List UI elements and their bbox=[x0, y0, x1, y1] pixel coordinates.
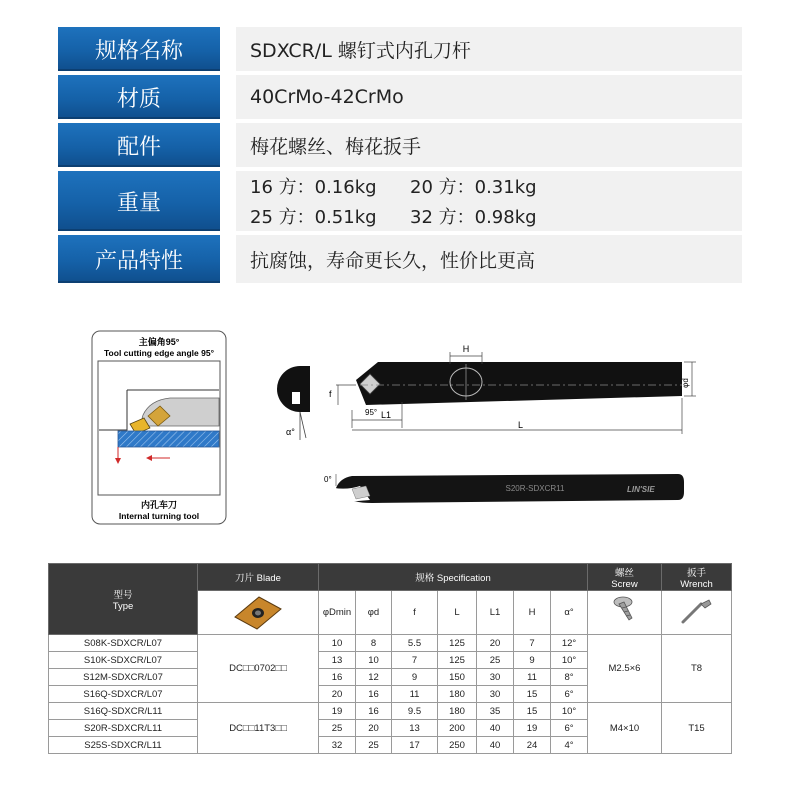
weight-25: 25 方：0.51kg bbox=[250, 207, 377, 228]
screw-header bbox=[588, 564, 662, 591]
spec-header: 规格 Specification bbox=[319, 564, 588, 591]
type-header bbox=[49, 564, 198, 635]
value-cell: 16 bbox=[356, 703, 392, 720]
value-cell: 13 bbox=[319, 652, 356, 669]
screw-icon bbox=[610, 594, 640, 628]
wrench-icon bbox=[679, 594, 715, 628]
value-cell: 25 bbox=[477, 652, 514, 669]
value-cell: 125 bbox=[438, 635, 477, 652]
angle-zero-label: 0° bbox=[324, 475, 332, 484]
model-cell: S08K-SDXCR/L07 bbox=[49, 635, 198, 652]
screw-image-cell bbox=[588, 591, 662, 635]
angle-label-en: Tool cutting edge angle 95° bbox=[104, 348, 214, 358]
value-cell: 8 bbox=[356, 635, 392, 652]
value-cell: 35 bbox=[477, 703, 514, 720]
turning-label-cn: 内孔车刀 bbox=[140, 500, 178, 510]
end-view-insert bbox=[292, 392, 300, 404]
value-cell: 30 bbox=[477, 686, 514, 703]
value-cell: 150 bbox=[438, 669, 477, 686]
value-cell: 30 bbox=[477, 669, 514, 686]
spec-value: 40CrMo-42CrMo bbox=[236, 75, 742, 119]
screw-header-cn: 螺丝 bbox=[614, 567, 634, 579]
blade-cell: DC□□0702□□ bbox=[198, 635, 319, 703]
value-cell: 9 bbox=[392, 669, 438, 686]
col-dmin: φDmin bbox=[319, 591, 356, 635]
blade-header: 刀片 Blade bbox=[198, 564, 319, 591]
value-cell: 4° bbox=[551, 737, 588, 754]
spec-row-features bbox=[58, 235, 742, 283]
col-d: φd bbox=[356, 591, 392, 635]
blade-image-cell bbox=[198, 591, 319, 635]
weight-16: 16 方：0.16kg bbox=[250, 177, 377, 198]
value-cell: 15 bbox=[514, 703, 551, 720]
value-cell: 6° bbox=[551, 686, 588, 703]
value-cell: 13 bbox=[392, 720, 438, 737]
value-cell: 12 bbox=[356, 669, 392, 686]
model-cell: S10K-SDXCR/L07 bbox=[49, 652, 198, 669]
spec-label: 重量 bbox=[58, 171, 220, 231]
alpha-line bbox=[300, 412, 306, 438]
tool-bar bbox=[356, 362, 682, 405]
weight-20: 20 方：0.31kg bbox=[410, 177, 537, 198]
screw-cell: M2.5×6 bbox=[588, 635, 662, 703]
end-view-flat bbox=[300, 366, 310, 412]
value-cell: 180 bbox=[438, 703, 477, 720]
value-cell: 10 bbox=[319, 635, 356, 652]
value-cell: 20 bbox=[477, 635, 514, 652]
end-view bbox=[277, 366, 300, 412]
value-cell: 6° bbox=[551, 720, 588, 737]
table-header-row bbox=[49, 564, 732, 591]
col-alpha: α° bbox=[551, 591, 588, 635]
bar-marking: S20R-SDXCR11 bbox=[505, 484, 565, 493]
wrench-header bbox=[662, 564, 732, 591]
angle-95-label: 95° bbox=[365, 408, 378, 417]
value-cell: 11 bbox=[514, 669, 551, 686]
workpiece-hatch bbox=[118, 431, 219, 447]
value-cell: 16 bbox=[356, 686, 392, 703]
angle-panel bbox=[92, 331, 226, 524]
value-cell: 12° bbox=[551, 635, 588, 652]
value-cell: 24 bbox=[514, 737, 551, 754]
spec-row-accessories bbox=[58, 123, 742, 167]
turning-label-en: Internal turning tool bbox=[118, 511, 200, 521]
value-cell: 200 bbox=[438, 720, 477, 737]
technical-drawing bbox=[277, 344, 696, 503]
spec-value bbox=[236, 171, 742, 231]
model-cell: S20R-SDXCR/L11 bbox=[49, 720, 198, 737]
value-cell: 20 bbox=[356, 720, 392, 737]
spec-row-material bbox=[58, 75, 742, 119]
type-header-en: Type bbox=[112, 600, 134, 612]
value-cell: 19 bbox=[319, 703, 356, 720]
dim-d-label: φd bbox=[681, 378, 690, 388]
dim-f-label: f bbox=[329, 389, 332, 399]
table-row bbox=[49, 703, 732, 720]
blade-cell: DC□□11T3□□ bbox=[198, 703, 319, 754]
value-cell: 11 bbox=[392, 686, 438, 703]
angle-alpha-label: α° bbox=[286, 427, 295, 437]
value-cell: 9.5 bbox=[392, 703, 438, 720]
weight-32: 32 方：0.98kg bbox=[410, 207, 537, 228]
bar-brand-logo: LIN'SIE bbox=[627, 485, 655, 494]
wrench-header-cn: 扳手 bbox=[686, 567, 706, 579]
value-cell: 25 bbox=[356, 737, 392, 754]
weight-grid bbox=[250, 173, 570, 229]
dim-h-label: H bbox=[462, 344, 470, 354]
spec-label: 材质 bbox=[58, 75, 220, 119]
spec-row-name bbox=[58, 27, 742, 71]
value-cell: 5.5 bbox=[392, 635, 438, 652]
value-cell: 9 bbox=[514, 652, 551, 669]
value-cell: 10° bbox=[551, 703, 588, 720]
spec-label: 配件 bbox=[58, 123, 220, 167]
value-cell: 40 bbox=[477, 737, 514, 754]
value-cell: 10° bbox=[551, 652, 588, 669]
col-l: L bbox=[438, 591, 477, 635]
model-cell: S16Q-SDXCR/L11 bbox=[49, 703, 198, 720]
value-cell: 7 bbox=[392, 652, 438, 669]
value-cell: 180 bbox=[438, 686, 477, 703]
value-cell: 40 bbox=[477, 720, 514, 737]
dim-l-label: L bbox=[518, 420, 524, 430]
value-cell: 25 bbox=[319, 720, 356, 737]
value-cell: 7 bbox=[514, 635, 551, 652]
value-cell: 17 bbox=[392, 737, 438, 754]
screw-cell: M4×10 bbox=[588, 703, 662, 754]
wrench-cell: T15 bbox=[662, 703, 732, 754]
screw-header-en: Screw bbox=[611, 578, 638, 590]
table-row bbox=[49, 635, 732, 652]
value-cell: 8° bbox=[551, 669, 588, 686]
value-cell: 250 bbox=[438, 737, 477, 754]
wrench-image-cell bbox=[662, 591, 732, 635]
angle-label-cn: 主偏角95° bbox=[138, 337, 180, 347]
spec-panel bbox=[58, 27, 742, 287]
value-cell: 32 bbox=[319, 737, 356, 754]
value-cell: 20 bbox=[319, 686, 356, 703]
value-cell: 10 bbox=[356, 652, 392, 669]
spec-table bbox=[48, 563, 732, 754]
col-f: f bbox=[392, 591, 438, 635]
workpiece-top bbox=[99, 362, 219, 390]
spec-label: 产品特性 bbox=[58, 235, 220, 283]
type-header-cn: 型号 bbox=[113, 589, 133, 601]
value-cell: 16 bbox=[319, 669, 356, 686]
blade-insert-icon bbox=[229, 593, 287, 633]
wrench-cell: T8 bbox=[662, 635, 732, 703]
value-cell: 19 bbox=[514, 720, 551, 737]
spec-label: 规格名称 bbox=[58, 27, 220, 71]
model-cell: S25S-SDXCR/L11 bbox=[49, 737, 198, 754]
value-cell: 125 bbox=[438, 652, 477, 669]
spec-value: SDXCR/L 螺钉式内孔刀杆 bbox=[236, 27, 742, 71]
spec-value: 抗腐蚀，寿命更长久，性价比更高 bbox=[236, 235, 742, 283]
col-h: H bbox=[514, 591, 551, 635]
model-cell: S12M-SDXCR/L07 bbox=[49, 669, 198, 686]
spec-row-weight bbox=[58, 171, 742, 231]
model-cell: S16Q-SDXCR/L07 bbox=[49, 686, 198, 703]
dim-l1-label: L1 bbox=[381, 410, 392, 420]
col-l1: L1 bbox=[477, 591, 514, 635]
value-cell: 15 bbox=[514, 686, 551, 703]
spec-value: 梅花螺丝、梅花扳手 bbox=[236, 123, 742, 167]
wrench-header-en: Wrench bbox=[680, 578, 713, 590]
